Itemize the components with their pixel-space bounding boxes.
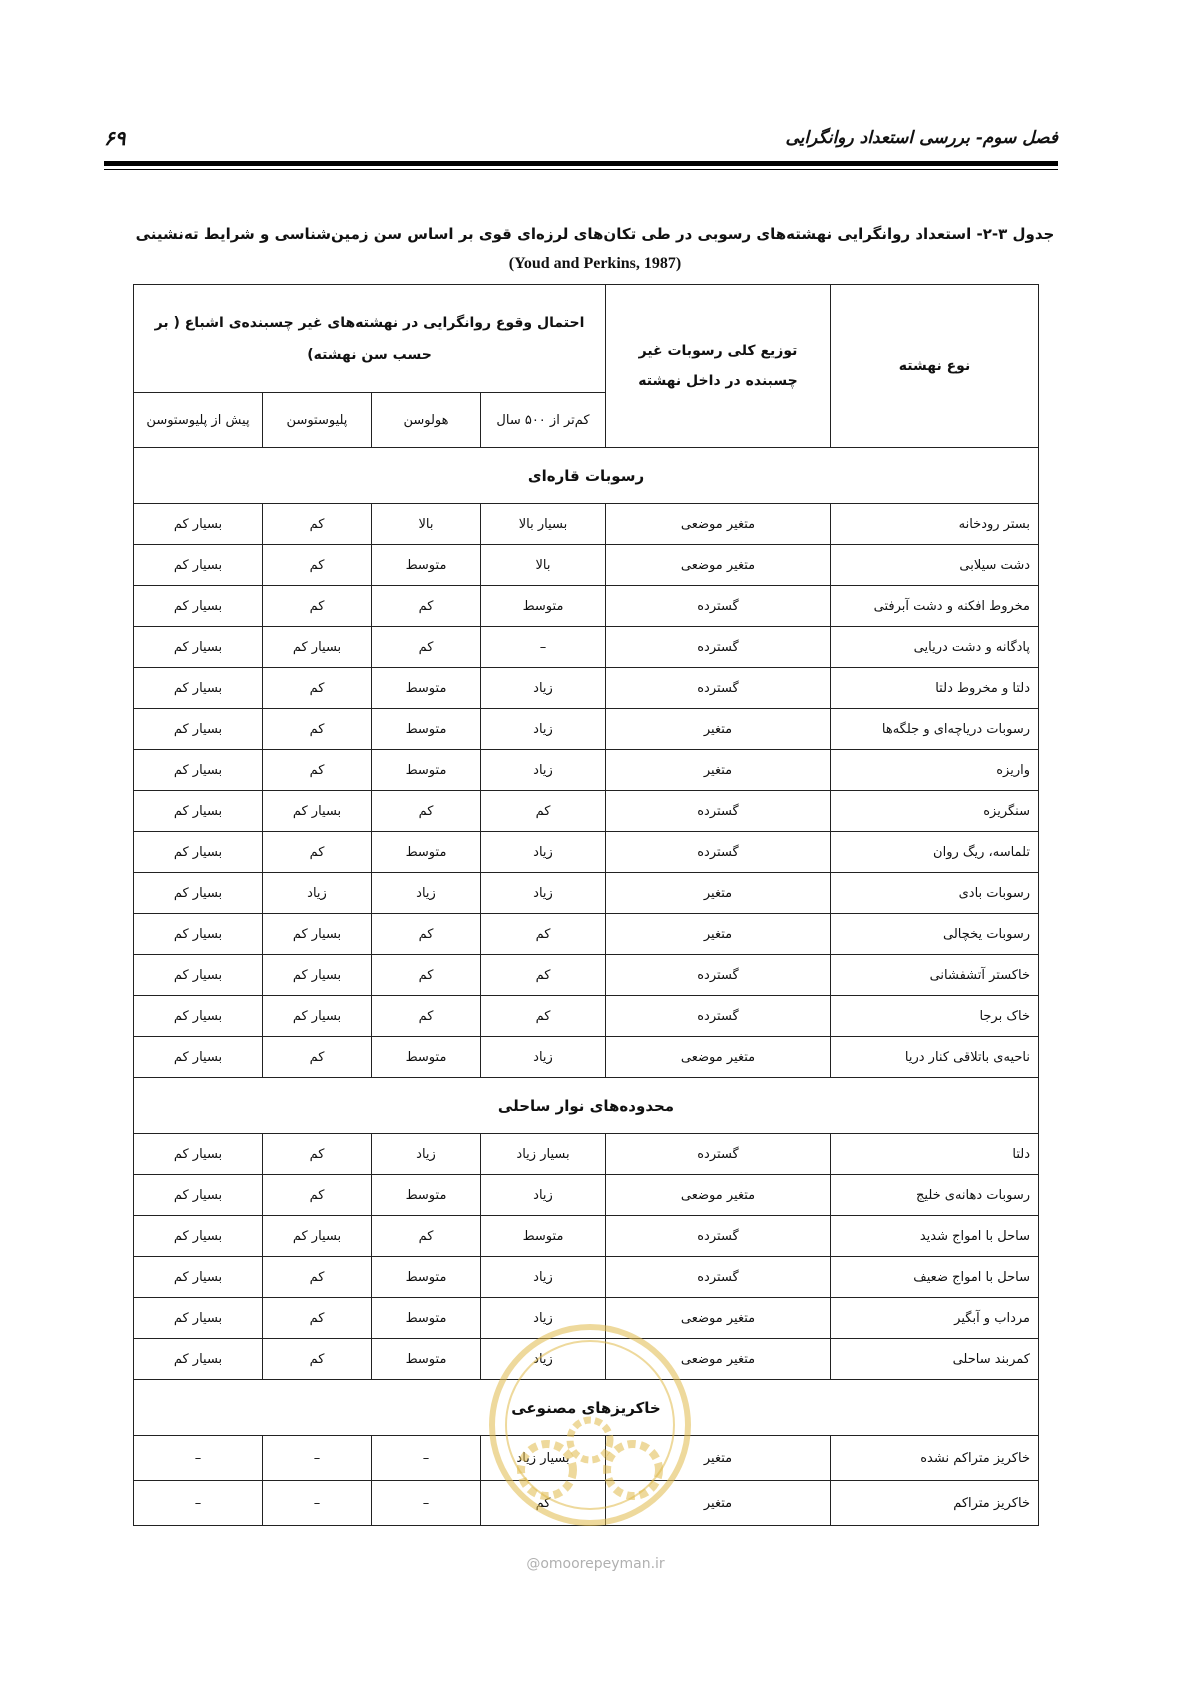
- cell-likelihood: متوسط: [481, 586, 606, 627]
- cell-distribution: گسترده: [606, 996, 831, 1037]
- cell-distribution: گسترده: [606, 1216, 831, 1257]
- cell-likelihood: بسیار کم: [134, 1339, 263, 1380]
- cell-deposit-type: خاکریز متراکم نشده: [831, 1436, 1039, 1481]
- cell-deposit-type: دلتا: [831, 1134, 1039, 1175]
- cell-likelihood: متوسط: [372, 750, 481, 791]
- table-row: [134, 914, 1039, 955]
- cell-likelihood: –: [481, 627, 606, 668]
- cell-likelihood: بسیار کم: [134, 791, 263, 832]
- cell-distribution: متغیر موضعی: [606, 1339, 831, 1380]
- caption-citation: (Youd and Perkins, 1987): [508, 255, 682, 272]
- cell-likelihood: کم: [263, 1037, 372, 1078]
- cell-likelihood: بسیار کم: [134, 1298, 263, 1339]
- cell-distribution: متغیر موضعی: [606, 1298, 831, 1339]
- cell-likelihood: متوسط: [372, 668, 481, 709]
- cell-deposit-type: رسوبات یخچالی: [831, 914, 1039, 955]
- cell-likelihood: کم: [263, 1257, 372, 1298]
- cell-likelihood: بسیار کم: [134, 750, 263, 791]
- cell-likelihood: زیاد: [372, 873, 481, 914]
- cell-distribution: متغیر موضعی: [606, 1037, 831, 1078]
- header-likelihood: احتمال وقوع روانگرایی در نهشته‌های غیر چسبنده‌ی اشباع ( بر حسب سن نهشته): [134, 285, 606, 393]
- cell-deposit-type: ساحل با امواج شدید: [831, 1216, 1039, 1257]
- site-credit: @omoorepeyman.ir: [526, 1556, 665, 1572]
- cell-deposit-type: خاک برجا: [831, 996, 1039, 1037]
- cell-likelihood: کم: [263, 1134, 372, 1175]
- table-row: [134, 709, 1039, 750]
- cell-likelihood: بسیار کم: [263, 914, 372, 955]
- header-distribution: توزیع کلی رسوبات غیر چسبنده در داخل نهشته: [606, 285, 831, 448]
- cell-likelihood: بسیار کم: [263, 791, 372, 832]
- table-row: [134, 1134, 1039, 1175]
- table-row: [134, 545, 1039, 586]
- cell-likelihood: بسیار کم: [134, 1216, 263, 1257]
- header-age: هولوسن: [372, 393, 481, 448]
- cell-likelihood: کم: [481, 996, 606, 1037]
- cell-distribution: متغیر: [606, 914, 831, 955]
- page-number: ۶۹: [104, 126, 126, 150]
- cell-likelihood: بسیار کم: [134, 545, 263, 586]
- cell-likelihood: کم: [372, 996, 481, 1037]
- running-head: [104, 128, 1058, 154]
- cell-distribution: گسترده: [606, 627, 831, 668]
- cell-deposit-type: دشت سیلابی: [831, 545, 1039, 586]
- cell-deposit-type: دلتا و مخروط دلتا: [831, 668, 1039, 709]
- cell-deposit-type: رسوبات دریاچه‌ای و جلگه‌ها: [831, 709, 1039, 750]
- cell-deposit-type: خاکستر آتشفشانی: [831, 955, 1039, 996]
- cell-likelihood: متوسط: [372, 709, 481, 750]
- table-row: [134, 627, 1039, 668]
- cell-distribution: گسترده: [606, 1257, 831, 1298]
- cell-distribution: متغیر: [606, 709, 831, 750]
- cell-likelihood: کم: [263, 545, 372, 586]
- section-title: رسوبات قاره‌ای: [134, 448, 1039, 504]
- cell-distribution: گسترده: [606, 1134, 831, 1175]
- cell-deposit-type: خاکریز متراکم: [831, 1481, 1039, 1526]
- table-row: [134, 504, 1039, 545]
- cell-deposit-type: پادگانه و دشت دریایی: [831, 627, 1039, 668]
- cell-deposit-type: سنگریزه: [831, 791, 1039, 832]
- cell-likelihood: بالا: [481, 545, 606, 586]
- cell-deposit-type: رسوبات دهانه‌ی خلیج: [831, 1175, 1039, 1216]
- cell-likelihood: بسیار کم: [263, 627, 372, 668]
- header-age: پلیوستوسن: [263, 393, 372, 448]
- cell-likelihood: متوسط: [481, 1216, 606, 1257]
- cell-likelihood: بسیار کم: [263, 955, 372, 996]
- cell-distribution: متغیر موضعی: [606, 545, 831, 586]
- cell-likelihood: کم: [372, 791, 481, 832]
- cell-distribution: متغیر: [606, 1436, 831, 1481]
- cell-likelihood: بسیار کم: [134, 955, 263, 996]
- cell-likelihood: کم: [263, 504, 372, 545]
- cell-likelihood: بسیار کم: [134, 1037, 263, 1078]
- cell-likelihood: زیاد: [481, 832, 606, 873]
- cell-likelihood: کم: [372, 1216, 481, 1257]
- cell-distribution: گسترده: [606, 586, 831, 627]
- cell-likelihood: متوسط: [372, 1175, 481, 1216]
- cell-likelihood: بسیار کم: [263, 1216, 372, 1257]
- cell-distribution: گسترده: [606, 832, 831, 873]
- cell-likelihood: –: [372, 1481, 481, 1526]
- cell-likelihood: کم: [263, 668, 372, 709]
- cell-deposit-type: مخروط افکنه و دشت آبرفتی: [831, 586, 1039, 627]
- cell-distribution: متغیر: [606, 750, 831, 791]
- cell-likelihood: متوسط: [372, 1257, 481, 1298]
- cell-likelihood: کم: [372, 955, 481, 996]
- cell-likelihood: کم: [372, 914, 481, 955]
- table-row: [134, 1037, 1039, 1078]
- section-title: محدوده‌های نوار ساحلی: [134, 1078, 1039, 1134]
- cell-distribution: گسترده: [606, 955, 831, 996]
- table-body: [134, 448, 1039, 1526]
- cell-likelihood: بسیار کم: [134, 1257, 263, 1298]
- section-row: [134, 1380, 1039, 1436]
- cell-distribution: گسترده: [606, 791, 831, 832]
- cell-likelihood: زیاد: [481, 1257, 606, 1298]
- cell-likelihood: متوسط: [372, 1037, 481, 1078]
- cell-likelihood: –: [263, 1436, 372, 1481]
- table-row: [134, 1298, 1039, 1339]
- cell-likelihood: کم: [372, 586, 481, 627]
- cell-likelihood: متوسط: [372, 1339, 481, 1380]
- cell-likelihood: کم: [263, 1175, 372, 1216]
- header-rule-thin: [104, 169, 1058, 170]
- cell-likelihood: زیاد: [481, 1037, 606, 1078]
- table-row: [134, 955, 1039, 996]
- table-row: [134, 668, 1039, 709]
- table-row: [134, 1339, 1039, 1380]
- cell-likelihood: کم: [263, 1339, 372, 1380]
- header-age: پیش از پلیوستوسن: [134, 393, 263, 448]
- caption-title: جدول ۳-۲- استعداد روانگرایی نهشته‌های رسوبی در طی تکان‌های لرزه‌ای قوی بر اساس سن زمین‌شناسی و شرایط ته‌نشینی: [135, 225, 1055, 243]
- header-age: کم‌تر از ۵۰۰ سال: [481, 393, 606, 448]
- cell-likelihood: زیاد: [481, 1339, 606, 1380]
- cell-likelihood: –: [263, 1481, 372, 1526]
- cell-likelihood: بسیار بالا: [481, 504, 606, 545]
- cell-likelihood: زیاد: [372, 1134, 481, 1175]
- cell-likelihood: زیاد: [481, 709, 606, 750]
- cell-likelihood: –: [372, 1436, 481, 1481]
- header-deposit-type: نوع نهشته: [831, 285, 1039, 448]
- cell-likelihood: کم: [263, 1298, 372, 1339]
- table-row: [134, 873, 1039, 914]
- table-row: [134, 791, 1039, 832]
- cell-likelihood: زیاد: [481, 750, 606, 791]
- table-row: [134, 586, 1039, 627]
- cell-likelihood: کم: [263, 750, 372, 791]
- table-row: [134, 1257, 1039, 1298]
- cell-deposit-type: ساحل با امواج ضعیف: [831, 1257, 1039, 1298]
- cell-likelihood: کم: [263, 586, 372, 627]
- cell-likelihood: کم: [481, 955, 606, 996]
- liquefaction-table: [133, 284, 1039, 1526]
- cell-likelihood: بسیار کم: [134, 586, 263, 627]
- cell-likelihood: بسیار کم: [134, 832, 263, 873]
- table-row: [134, 750, 1039, 791]
- cell-distribution: متغیر موضعی: [606, 1175, 831, 1216]
- cell-likelihood: زیاد: [263, 873, 372, 914]
- cell-likelihood: متوسط: [372, 545, 481, 586]
- cell-likelihood: بسیار زیاد: [481, 1134, 606, 1175]
- chapter-title: فصل سوم- بررسی استعداد روانگرایی: [785, 128, 1058, 148]
- cell-likelihood: بسیار کم: [134, 1175, 263, 1216]
- cell-distribution: گسترده: [606, 668, 831, 709]
- cell-deposit-type: ناحیه‌ی باتلاقی کنار دریا: [831, 1037, 1039, 1078]
- cell-distribution: متغیر: [606, 1481, 831, 1526]
- cell-deposit-type: بستر رودخانه: [831, 504, 1039, 545]
- cell-likelihood: –: [134, 1481, 263, 1526]
- table-row: [134, 1175, 1039, 1216]
- cell-likelihood: زیاد: [481, 873, 606, 914]
- cell-likelihood: کم: [481, 914, 606, 955]
- cell-deposit-type: واریزه: [831, 750, 1039, 791]
- table-row: [134, 1436, 1039, 1481]
- cell-deposit-type: کمربند ساحلی: [831, 1339, 1039, 1380]
- cell-likelihood: بسیار کم: [134, 914, 263, 955]
- cell-likelihood: بسیار کم: [134, 504, 263, 545]
- table-row: [134, 1216, 1039, 1257]
- cell-likelihood: بالا: [372, 504, 481, 545]
- cell-distribution: متغیر موضعی: [606, 504, 831, 545]
- cell-likelihood: زیاد: [481, 668, 606, 709]
- table-row: [134, 996, 1039, 1037]
- cell-distribution: متغیر: [606, 873, 831, 914]
- cell-likelihood: کم: [481, 791, 606, 832]
- cell-likelihood: بسیار کم: [134, 873, 263, 914]
- section-row: [134, 448, 1039, 504]
- cell-deposit-type: تلماسه، ریگ روان: [831, 832, 1039, 873]
- table-caption: [130, 219, 1060, 279]
- cell-likelihood: بسیار کم: [134, 1134, 263, 1175]
- cell-likelihood: بسیار کم: [134, 668, 263, 709]
- cell-likelihood: متوسط: [372, 1298, 481, 1339]
- cell-likelihood: بسیار کم: [134, 996, 263, 1037]
- cell-deposit-type: مرداب و آبگیر: [831, 1298, 1039, 1339]
- cell-likelihood: بسیار کم: [263, 996, 372, 1037]
- cell-likelihood: زیاد: [481, 1298, 606, 1339]
- cell-likelihood: بسیار کم: [134, 709, 263, 750]
- cell-likelihood: بسیار زیاد: [481, 1436, 606, 1481]
- table-row: [134, 832, 1039, 873]
- cell-likelihood: کم: [263, 832, 372, 873]
- cell-likelihood: متوسط: [372, 832, 481, 873]
- cell-likelihood: کم: [263, 709, 372, 750]
- section-row: [134, 1078, 1039, 1134]
- section-title: خاکریزهای مصنوعی: [134, 1380, 1039, 1436]
- cell-likelihood: بسیار کم: [134, 627, 263, 668]
- cell-deposit-type: رسوبات بادی: [831, 873, 1039, 914]
- cell-likelihood: زیاد: [481, 1175, 606, 1216]
- table-row: [134, 1481, 1039, 1526]
- cell-likelihood: کم: [372, 627, 481, 668]
- cell-likelihood: –: [134, 1436, 263, 1481]
- header-rule-thick: [104, 161, 1058, 166]
- cell-likelihood: کم: [481, 1481, 606, 1526]
